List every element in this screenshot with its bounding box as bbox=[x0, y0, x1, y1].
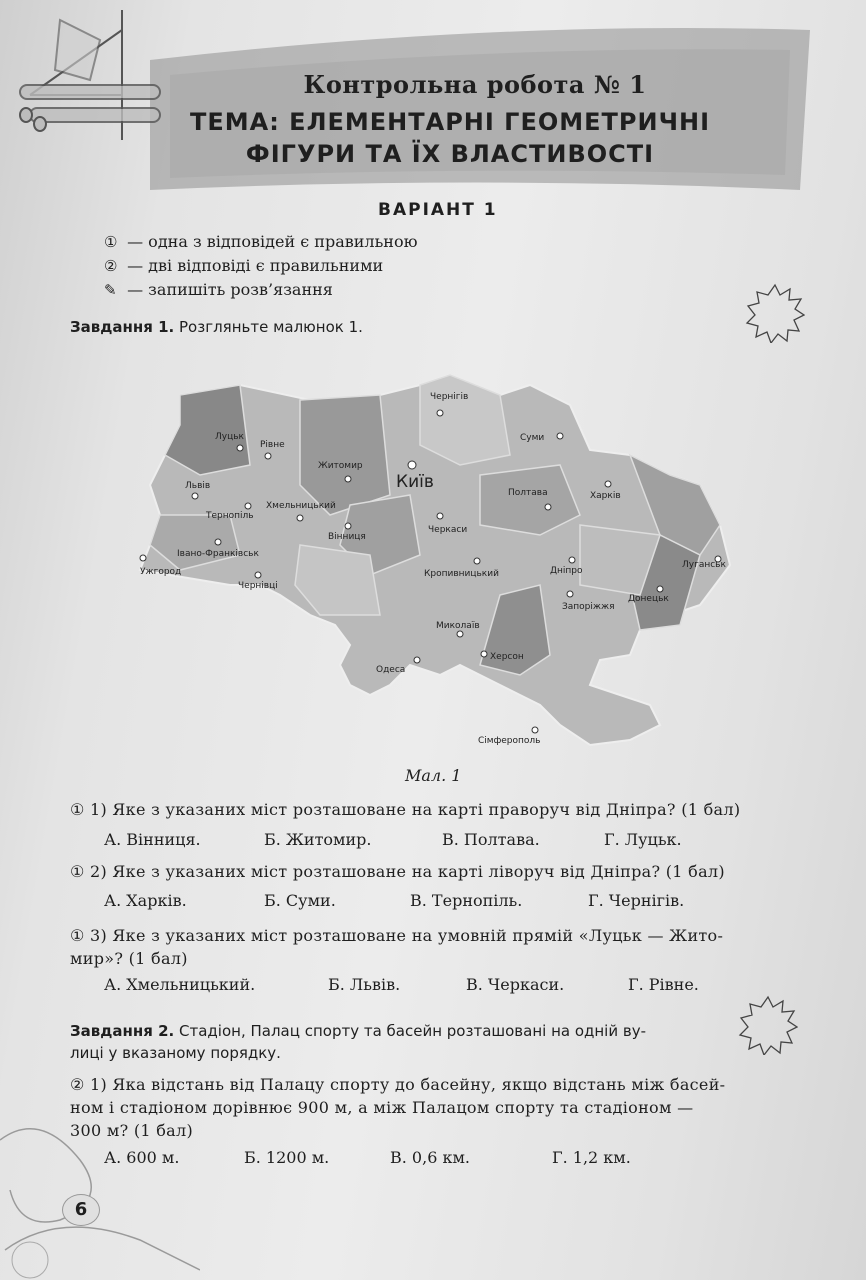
map-label: Рівне bbox=[260, 440, 285, 450]
score-burst-icon bbox=[738, 995, 798, 1055]
map-label: Суми bbox=[520, 433, 545, 443]
map-label: Запоріжжя bbox=[562, 602, 615, 612]
map-label: Житомир bbox=[318, 461, 363, 471]
task1-heading bbox=[70, 318, 363, 336]
map-label: Хмельницький bbox=[266, 501, 336, 511]
task2-heading bbox=[70, 1020, 730, 1064]
legend-item bbox=[104, 254, 418, 278]
map-label: Дніпро bbox=[550, 566, 583, 576]
map-label: Тернопіль bbox=[206, 511, 254, 521]
legend-text: — одна з відповідей є правильною bbox=[127, 232, 418, 251]
option-d[interactable]: Г. Рівне. bbox=[628, 975, 699, 994]
write-solution-icon: ✎ bbox=[104, 281, 117, 299]
question-3-options bbox=[104, 975, 699, 994]
option-b[interactable]: Б. 1200 м. bbox=[244, 1148, 330, 1167]
question-4-line3: 300 м? (1 бал) bbox=[70, 1121, 194, 1140]
question-3-line1: ① 3) Яке з указаних міст розташоване на умовній прямій «Луцьк — Жито- bbox=[70, 926, 724, 945]
option-b[interactable]: Б. Суми. bbox=[264, 891, 336, 910]
map-label: Одеса bbox=[376, 665, 406, 675]
option-a[interactable]: А. Харків. bbox=[104, 891, 187, 910]
option-c[interactable]: В. 0,6 км. bbox=[390, 1148, 470, 1167]
map-label: Кропивницький bbox=[424, 569, 499, 579]
question-2-options bbox=[104, 891, 684, 910]
option-a[interactable]: А. 600 м. bbox=[104, 1148, 180, 1167]
question-1: ① 1) Яке з указаних міст розташоване на карті праворуч від Дніпра? (1 бал) bbox=[70, 800, 741, 819]
legend-item bbox=[104, 230, 418, 254]
figure-caption: Мал. 1 bbox=[405, 766, 462, 785]
task2-label: Завдання 2. bbox=[70, 1022, 175, 1040]
question-4-line2: ном і стадіоном дорівнює 900 м, а між Палацом спорту та стадіоном — bbox=[70, 1098, 694, 1117]
task1-text: Розгляньте малюнок 1. bbox=[179, 318, 363, 336]
option-d[interactable]: Г. Луцьк. bbox=[604, 830, 682, 849]
map-label: Луганськ bbox=[682, 560, 726, 570]
topic-title-line2: ФІГУРИ ТА ЇХ ВЛАСТИВОСТІ bbox=[245, 140, 655, 168]
topic-title bbox=[150, 106, 750, 170]
question-3-line2: мир»? (1 бал) bbox=[70, 949, 188, 968]
legend-text: — дві відповіді є правильними bbox=[127, 256, 384, 275]
map-label: Вінниця bbox=[328, 532, 366, 542]
map-label: Івано-Франківськ bbox=[177, 549, 259, 559]
map-label: Луцьк bbox=[215, 432, 244, 442]
option-c[interactable]: В. Тернопіль. bbox=[410, 891, 523, 910]
task2-text: Стадіон, Палац спорту та басейн розташовані на одній ву- bbox=[179, 1022, 647, 1040]
question-1-options bbox=[104, 830, 682, 849]
legend-text: — запишіть розв’язання bbox=[127, 280, 333, 299]
task2-line1 bbox=[70, 1020, 730, 1042]
task1-label: Завдання 1. bbox=[70, 318, 175, 336]
test-title: Контрольна робота № 1 bbox=[303, 70, 647, 99]
map-label: Ужгород bbox=[140, 567, 182, 577]
map-label: Львів bbox=[185, 481, 211, 491]
option-d[interactable]: Г. Чернігів. bbox=[588, 891, 685, 910]
geometric-shapes-icon bbox=[20, 10, 160, 140]
decorative-swirl-icon bbox=[0, 1100, 200, 1280]
map-label: Полтава bbox=[508, 488, 548, 498]
question-2: ① 2) Яке з указаних міст розташоване на карті ліворуч від Дніпра? (1 бал) bbox=[70, 862, 725, 881]
map-label: Донецьк bbox=[628, 594, 669, 604]
option-a[interactable]: А. Вінниця. bbox=[104, 830, 201, 849]
option-c[interactable]: В. Черкаси. bbox=[466, 975, 565, 994]
map-label: Чернігів bbox=[430, 392, 469, 402]
question-3 bbox=[70, 924, 810, 970]
one-answer-icon: ① bbox=[104, 233, 118, 251]
variant-label: ВАРІАНТ 1 bbox=[378, 200, 498, 220]
legend-item bbox=[104, 278, 418, 302]
map-label: Черкаси bbox=[428, 525, 468, 535]
topic-title-line1: ТЕМА: ЕЛЕМЕНТАРНІ ГЕОМЕТРИЧНІ bbox=[190, 108, 710, 136]
score-burst-icon bbox=[745, 283, 805, 343]
map-label: Сімферополь bbox=[478, 736, 541, 746]
map-label: Київ bbox=[396, 472, 434, 492]
option-d[interactable]: Г. 1,2 км. bbox=[552, 1148, 631, 1167]
question-4-line1: ② 1) Яка відстань від Палацу спорту до басейну, якщо відстань між басей- bbox=[70, 1075, 726, 1094]
map-label: Херсон bbox=[490, 652, 524, 662]
option-b[interactable]: Б. Львів. bbox=[328, 975, 401, 994]
map-label: Миколаїв bbox=[436, 621, 480, 631]
page-number: 6 bbox=[62, 1194, 100, 1226]
map-label: Харків bbox=[590, 491, 621, 501]
map-label: Чернівці bbox=[238, 581, 278, 591]
header-banner bbox=[0, 0, 866, 210]
legend bbox=[104, 230, 418, 302]
option-b[interactable]: Б. Житомир. bbox=[264, 830, 372, 849]
task2-line2: лиці у вказаному порядку. bbox=[70, 1044, 281, 1062]
ukraine-map bbox=[120, 355, 740, 755]
option-a[interactable]: А. Хмельницький. bbox=[104, 975, 256, 994]
option-c[interactable]: В. Полтава. bbox=[442, 830, 540, 849]
two-answers-icon: ② bbox=[104, 257, 118, 275]
